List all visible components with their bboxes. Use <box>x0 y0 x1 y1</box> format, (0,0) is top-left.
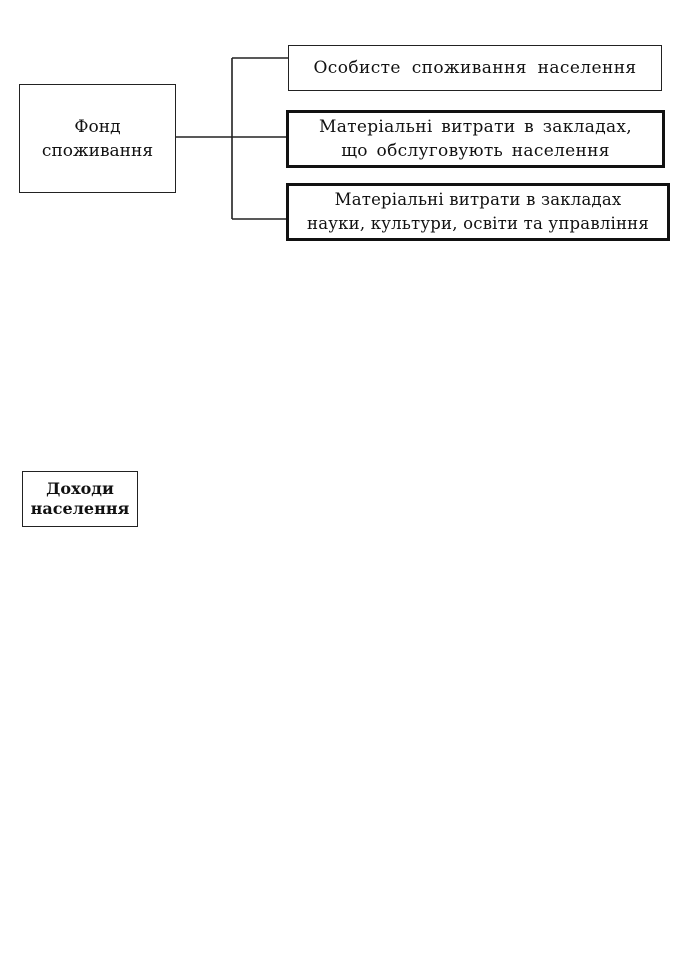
consumption-fund-label-line2: споживання <box>41 140 154 161</box>
service-institutions-label-line1: Матеріальні витрати в закладах, <box>319 117 632 137</box>
service-institutions-label-line2: що обслуговують населення <box>341 141 610 161</box>
population-income-label-line1: Доходи <box>46 479 114 498</box>
population-income-label-line2: населення <box>30 499 130 518</box>
personal-consumption-box <box>288 45 662 91</box>
population-income-box <box>22 471 138 527</box>
personal-consumption-label: Особисте споживання населення <box>313 58 637 78</box>
consumption-fund-box <box>19 84 176 193</box>
science-culture-label-line2: науки, культури, освіти та управління <box>307 214 649 233</box>
service-institutions-costs-box <box>286 110 665 168</box>
science-culture-label-line1: Матеріальні витрати в закладах <box>334 190 622 209</box>
consumption-fund-label-line1: Фонд <box>74 116 121 137</box>
science-culture-costs-box <box>286 183 670 241</box>
